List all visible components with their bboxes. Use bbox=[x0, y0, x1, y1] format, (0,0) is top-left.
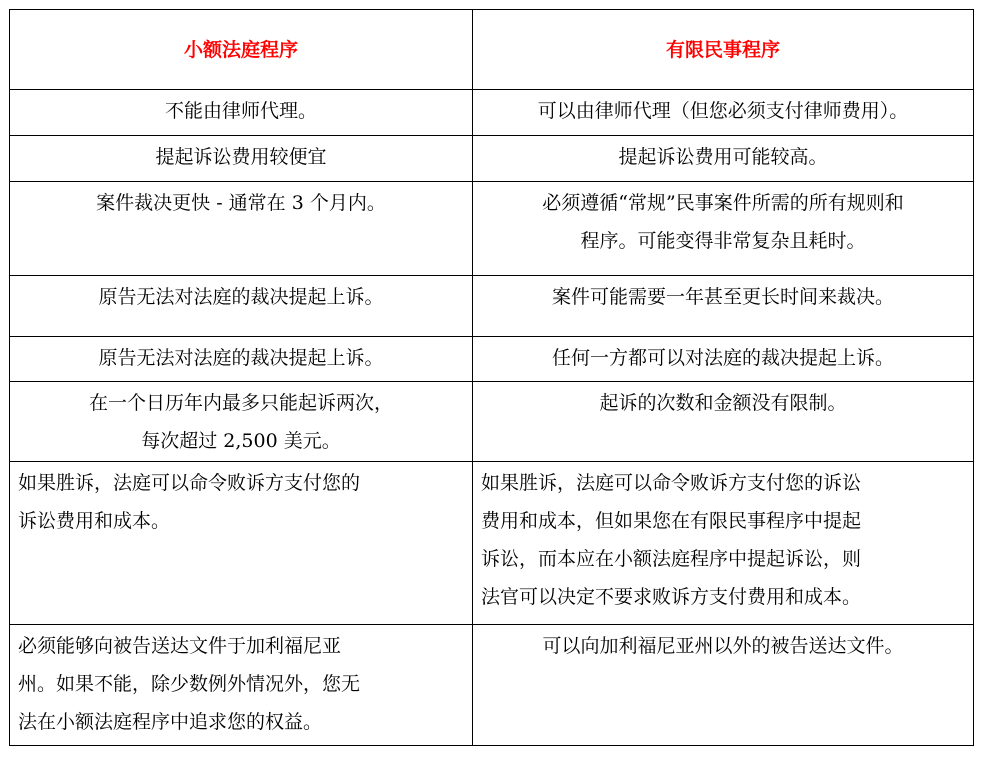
table-row bbox=[10, 182, 974, 276]
cell-text: 诉讼，而本应在小额法庭程序中提起诉讼，则 bbox=[481, 548, 862, 570]
limited-civil-cell bbox=[473, 625, 974, 746]
table-row bbox=[10, 625, 974, 746]
table-row bbox=[10, 90, 974, 136]
cell-text: 必须遵循“常规”民事案件所需的所有规则和 bbox=[542, 192, 904, 214]
cell-text: 起诉的次数和金额没有限制。 bbox=[599, 392, 847, 414]
small-claims-cell bbox=[10, 625, 473, 746]
cell-text: 州。如果不能，除少数例外情况外，您无 bbox=[18, 673, 361, 695]
table-row bbox=[10, 462, 974, 625]
cell-text: 原告无法对法庭的裁决提起上诉。 bbox=[98, 347, 384, 369]
small-claims-cell bbox=[10, 136, 473, 182]
limited-civil-cell bbox=[473, 462, 974, 625]
cell-text: 如果胜诉，法庭可以命令败诉方支付您的 bbox=[18, 472, 361, 494]
header-limited-civil: 有限民事程序 bbox=[473, 10, 974, 90]
small-claims-cell bbox=[10, 462, 473, 625]
cell-text: 诉讼费用和成本。 bbox=[18, 510, 171, 532]
limited-civil-cell bbox=[473, 337, 974, 382]
cell-text: 在一个日历年内最多只能起诉两次， bbox=[88, 392, 393, 414]
cell-text: 可以向加利福尼亚州以外的被告送达文件。 bbox=[542, 635, 904, 657]
cell-text: 提起诉讼费用较便宜 bbox=[155, 146, 327, 168]
cell-text: 如果胜诉，法庭可以命令败诉方支付您的诉讼 bbox=[481, 472, 862, 494]
small-claims-cell bbox=[10, 276, 473, 337]
cell-text: 提起诉讼费用可能较高。 bbox=[618, 146, 828, 168]
limited-civil-cell bbox=[473, 382, 974, 462]
limited-civil-cell bbox=[473, 182, 974, 276]
table-row bbox=[10, 337, 974, 382]
table-row bbox=[10, 276, 974, 337]
cell-text: 任何一方都可以对法庭的裁决提起上诉。 bbox=[551, 347, 894, 369]
header-row bbox=[10, 10, 974, 90]
limited-civil-cell bbox=[473, 136, 974, 182]
cell-text: 案件裁决更快 - 通常在 3 个月内。 bbox=[96, 192, 386, 214]
small-claims-cell bbox=[10, 337, 473, 382]
small-claims-cell bbox=[10, 182, 473, 276]
table-row bbox=[10, 382, 974, 462]
limited-civil-cell bbox=[473, 90, 974, 136]
small-claims-cell bbox=[10, 382, 473, 462]
header-small-claims: 小额法庭程序 bbox=[10, 10, 473, 90]
cell-text: 必须能够向被告送达文件于加利福尼亚 bbox=[18, 635, 342, 657]
cell-text: 不能由律师代理。 bbox=[164, 100, 317, 122]
cell-text: 每次超过 2,500 美元。 bbox=[141, 430, 341, 452]
table-row bbox=[10, 136, 974, 182]
small-claims-cell bbox=[10, 90, 473, 136]
comparison-table bbox=[9, 9, 974, 746]
cell-text: 费用和成本，但如果您在有限民事程序中提起 bbox=[481, 510, 862, 532]
cell-text: 程序。可能变得非常复杂且耗时。 bbox=[580, 230, 866, 252]
cell-text: 案件可能需要一年甚至更长时间来裁决。 bbox=[551, 286, 894, 308]
cell-text: 原告无法对法庭的裁决提起上诉。 bbox=[98, 286, 384, 308]
cell-text: 法在小额法庭程序中追求您的权益。 bbox=[18, 711, 323, 733]
limited-civil-cell bbox=[473, 276, 974, 337]
cell-text: 可以由律师代理（但您必须支付律师费用）。 bbox=[537, 100, 909, 122]
cell-text: 法官可以决定不要求败诉方支付费用和成本。 bbox=[481, 586, 862, 608]
